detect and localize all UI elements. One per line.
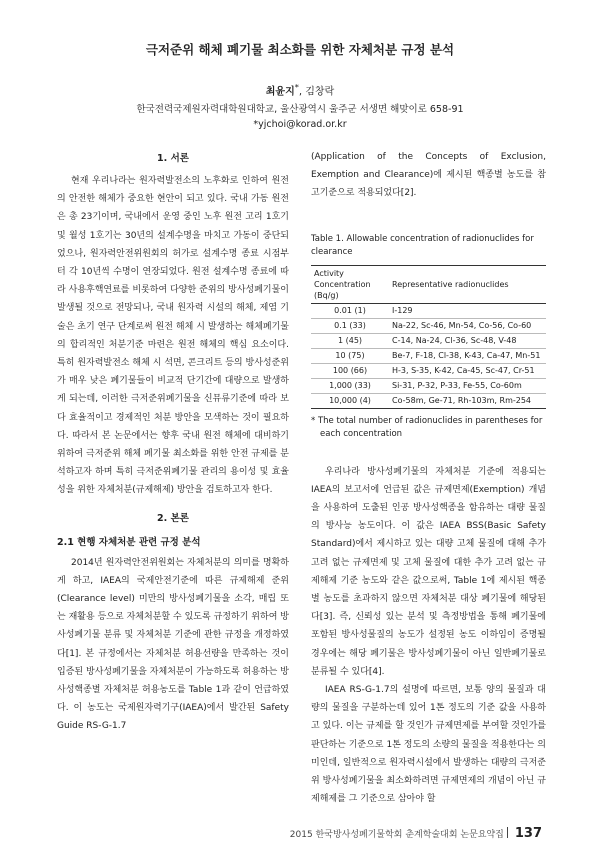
affiliation: 한국전력국제원자력대학원대학교, 울산광역시 울주군 서생면 해맞이로 658-91: [136, 104, 464, 115]
table-cell-concentration: 0.1 (33): [311, 318, 389, 333]
table-row: [311, 378, 546, 393]
table-header-radionuclides: Representative radionuclides: [389, 265, 546, 303]
table-cell-concentration: 1,000 (33): [311, 378, 389, 393]
table-cell-nuclides: Co-58m, Ge-71, Rh-103m, Rm-254: [389, 393, 546, 408]
table-cell-concentration: 10 (75): [311, 348, 389, 363]
table-row: [311, 348, 546, 363]
right-column: [311, 148, 546, 808]
subsection-heading: 2.1 현행 자체처분 관련 규정 분석: [57, 536, 201, 548]
corresponding-author: 최윤지: [265, 86, 295, 98]
table-cell-concentration: 100 (66): [311, 363, 389, 378]
rsg-paragraph: IAEA RS-G-1.7의 설명에 따르면, 보통 양의 물질과 대량의 물질을 구분하는데 있어 1톤 정도의 기준 값을 사용하고 있다. 이는 규제를 할 것인가 규제면제를 부여할 것인가를 판단하는 기준으로 1톤 정도의 소량의 물질을 적용한다는 의미인데, 일반적으로 원자력시설에서 발생하는 대량의 극저준위 방사성폐기물을 최소화하려면 규제면제의 개념이 아닌 규제해제를 그 기준으로 삼아야 할: [311, 685, 546, 805]
author-email: *yjchoi@korad.or.kr: [253, 119, 347, 130]
footer-text: 2015 한국방사성폐기물학회 춘계학술대회 논문요약집: [289, 830, 504, 840]
clearance-table: [311, 265, 546, 409]
page-footer: [290, 826, 542, 841]
table-note: * The total number of radionuclides in parentheses for each concentration: [311, 415, 543, 439]
table-header-concentration: Activity Concentration (Bq/g): [311, 265, 389, 303]
page-number: 137: [514, 826, 542, 841]
intro-paragraph: 현재 우리나라는 원자력발전소의 노후화로 인하여 원전의 안전한 해체가 중요한 현안이 되고 있다. 국내 가동 원전은 총 23기이며, 국내에서 운영 중인 노후 원전 고리 1호기 및 월성 1호기는 30년의 설계수명을 마치고 가동이 중단되었으나, 원자력안전위원회의 허가로 설계수명 종료 시점부터 각 10년씩 수명이 연장되었다. 원전 설계수명 종료에 따라 사용후핵연료를 비롯하여 다양한 준위의 방사성폐기물이 발생될 것으로 전망되나, 국내 원자력 시설의 해체, 제염 기술은 초기 연구 단계로써 원전 해체 시 발생하는 해체폐기물의 합리적인 처분기준 마련은 원전 해체의 핵심 요소이다. 특히 원자력발전소 해체 시 석면, 콘크리트 등의 방사성준위가 매우 낮은 폐기물들이 비교적 단기간에 대량으로 발생하게 되는데, 이러한 극저준위폐기물을 신뮤류기준에 따라 보다 효율적이고 경제적인 처분 방안을 모색하는 것이 필요하다. 따라서 본 논문에서는 향후 국내 원전 해체에 대비하기 위하여 극저준위 해체 폐기물 최소화를 위한 안전 규제를 분석하고자 하며 특히 극저준위폐기물 관리의 용이성 및 효율성을 위한 자체처분(규제해제) 방안을 검토하고자 한다.: [57, 176, 289, 496]
table-cell-nuclides: H-3, S-35, K-42, Ca-45, Sc-47, Cr-51: [389, 363, 546, 378]
table-cell-nuclides: Be-7, F-18, Cl-38, K-43, Ca-47, Mn-51: [389, 348, 546, 363]
section-heading-intro: 1. 서론: [157, 153, 189, 164]
table-cell-nuclides: Si-31, P-32, P-33, Fe-55, Co-60m: [389, 378, 546, 393]
author-line: [0, 82, 600, 97]
left-column: [57, 148, 289, 736]
paper-title: 극저준위 해체 폐기물 최소화를 위한 자체처분 규정 분석: [145, 42, 455, 57]
table-cell-concentration: 0.01 (1): [311, 303, 389, 318]
table-cell-nuclides: Na-22, Sc-46, Mn-54, Co-56, Co-60: [389, 318, 546, 333]
continued-paragraph: (Application of the Concepts of Exclusion, Exemption and Clearance)에 제시된 핵종별 농도를 참고기준으로 적용되었다[2].: [311, 152, 546, 199]
author-mark: *: [294, 82, 299, 92]
section-heading-body: 2. 본론: [157, 512, 189, 524]
table-caption: Table 1. Allowable concentration of radionuclides for clearance: [311, 233, 534, 257]
table-cell-nuclides: I-129: [389, 303, 546, 318]
table-row: [311, 333, 546, 348]
exemption-paragraph: 우리나라 방사성폐기물의 자체처분 기준에 적용되는 IAEA의 보고서에 언급된 값은 규제면제(Exemption) 개념을 사용하여 도출된 인공 방사성핵종을 함유하는 대량 물질의 방사능 농도이다. 이 값은 IAEA BSS(Basic Safety Standard)에서 제시하고 있는 대량 고체 물질에 대해 추가 고려 없는 규제면제 및 고체 물질에 대한 추가 고려 없는 규제해제 기준 농도와 같은 값으로써, Table 1에 제시된 핵종별 농도를 초과하지 않으면 자체처분 대상 폐기물에 해당된다[3]. 즉, 신뢰성 있는 분석 및 측정방법을 통해 폐기물에 포함된 방사성물질의 농도가 설정된 농도 이하임이 증명될 경우에는 해당 폐기물은 방사성폐기물이 아닌 일반폐기물로 분류될 수 있다[4].: [311, 466, 546, 677]
table-cell-concentration: 1 (45): [311, 333, 389, 348]
table-cell-nuclides: C-14, Na-24, Cl-36, Sc-48, V-48: [389, 333, 546, 348]
regulation-paragraph: 2014년 원자력안전위원회는 자체처분의 의미를 명확하게 하고, IAEA의 국제안전기준에 따른 규제해제 준위(Clearance level) 미만의 방사성폐기물을 소각, 매립 또는 재활용 등으로 자체처분할 수 있도록 규정하기 위하여 방사성폐기물 분류 및 자체처분 기준에 관한 규정을 개정하였다[1]. 본 규정에서는 자체처분 허용선량을 만족하는 것이 입증된 방사성폐기물을 자체처분이 가능하도록 허용하는 방사성핵종별 자체처분 허용농도를 Table 1과 같이 언급하였다. 이 농도는 국제원자력기구(IAEA)에서 발간된 Safety Guide RS-G-1.7: [57, 557, 289, 732]
table-row: [311, 318, 546, 333]
table-cell-concentration: 10,000 (4): [311, 393, 389, 408]
table-row: [311, 363, 546, 378]
table-row: [311, 303, 546, 318]
co-author: , 김창락: [298, 86, 335, 98]
table-row: [311, 393, 546, 408]
footer-divider: [507, 827, 508, 838]
